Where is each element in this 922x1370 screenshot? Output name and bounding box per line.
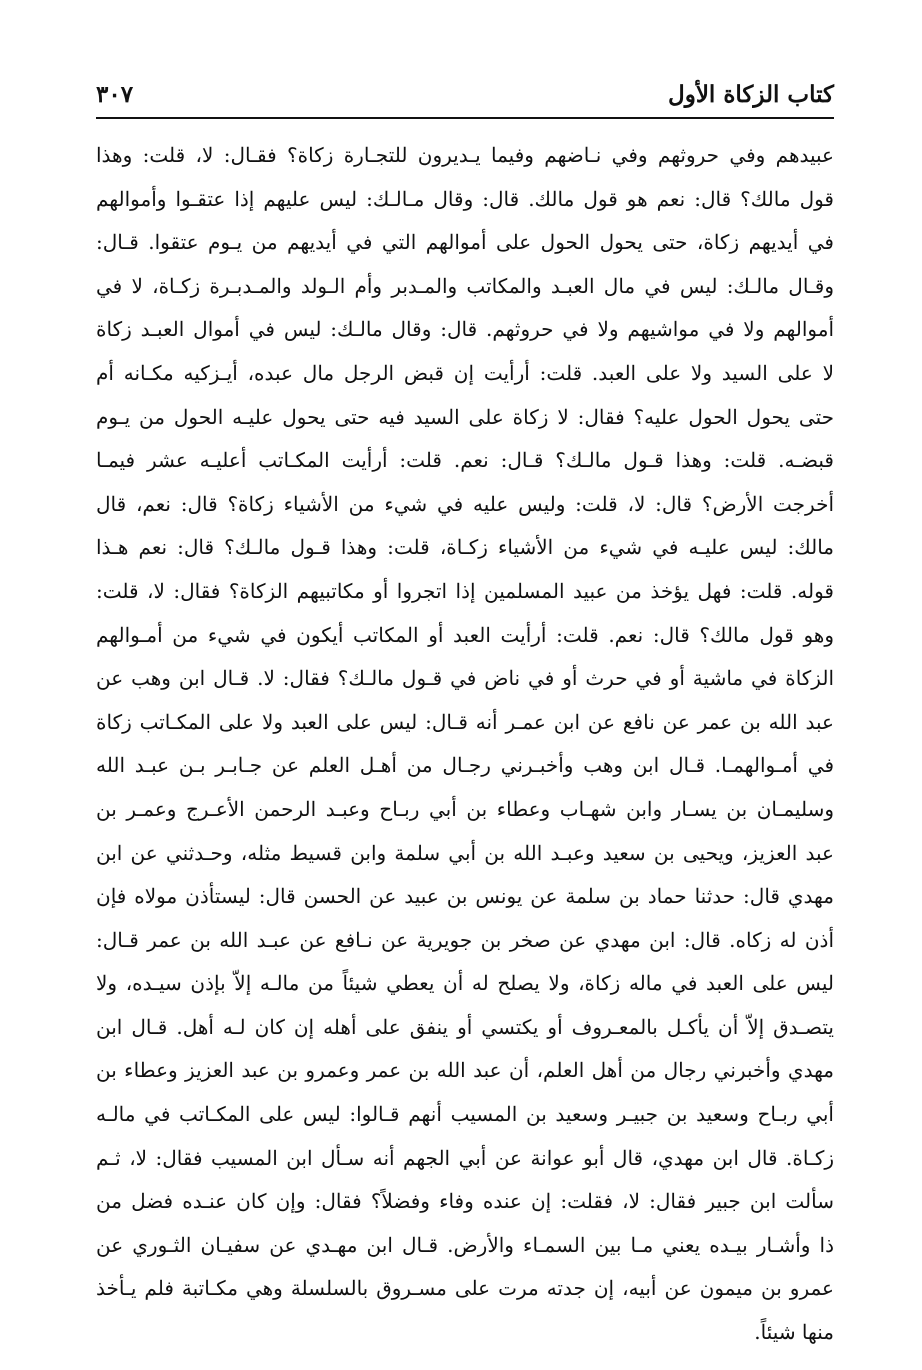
text-line: وسليمـان بن يسـار وابن شهـاب وعطاء بن أبي ربـاح وعبـد الرحمن الأعـرج وعمـر بن: [96, 796, 834, 821]
page-number: ٣٠٧: [96, 80, 134, 108]
text-line: يتصـدق إلاّ أن يأكـل بالمعـروف أو يكتسي أو ينفق على أهله إن كان لـه أهل. قـال ابن: [96, 1014, 834, 1039]
text-line: ليس على العبد في ماله زكاة، ولا يصلح له أن يعطي شيئاً من مالـه إلاّ بإذن سيـده، ولا: [96, 971, 834, 996]
text-line: وهو قول مالك؟ قال: نعم. قلت: أرأيت العبد أو المكاتب أيكون في شيء من أمـوالهم: [96, 622, 834, 647]
text-line: منها شيئاً.: [754, 1320, 834, 1345]
text-line: وقـال مالـك: ليس في مال العبـد والمكاتب والمـدبر وأم الـولد والمـدبـرة زكـاة، لا في: [96, 273, 834, 298]
text-line: حتى يحول الحول عليه؟ فقال: لا زكاة على السيد فيه حتى يحول عليـه الحول من يـوم: [96, 404, 834, 429]
text-line: الزكاة في ماشية أو في حرث أو في ناض في قـول مالـك؟ فقال: لا. قـال ابن وهب عن: [96, 666, 834, 691]
text-line: زكـاة. قال ابن مهدي، قال أبو عوانة عن أبي الجهم أنه سـأل ابن المسيب فقال: لا، ثـم: [96, 1145, 834, 1170]
text-line: أذن له زكاه. قال: ابن مهدي عن صخر بن جويرية عن نـافع عن عبـد الله بن عمر قـال:: [96, 927, 834, 952]
text-line: عمرو بن ميمون عن أبيه، إن جدته مرت على مسـروق بالسلسلة وهي مكـاتبة فلم يـأخذ: [96, 1276, 834, 1301]
text-line: قوله. قلت: فهل يؤخذ من عبيد المسلمين إذا اتجروا أو مكاتبيهم الزكاة؟ فقال: لا، قلت:: [96, 578, 834, 603]
text-line: في أمـوالهمـا. قـال ابن وهب وأخبـرني رجـال من أهـل العلم عن جـابـر بـن عبـد الله: [96, 753, 834, 778]
text-line: عبيدهم وفي حروثهم وفي نـاضهم وفيما يـديرون للتجـارة زكاة؟ فقـال: لا، قلت: وهذا: [96, 143, 834, 167]
book-title: كتاب الزكاة الأول: [668, 80, 834, 108]
main-text: [96, 134, 834, 1355]
text-line: لا على السيد ولا على العبد. قلت: أرأيت إن قبض الرجل مال عبده، أيـزكيه مكـانه أم: [96, 360, 834, 385]
text-line: أموالهم ولا في مواشيهم ولا في حروثهم. قال: وقال مالـك: ليس في أموال العبـد زكاة: [96, 317, 834, 342]
text-line: مهدي وأخبرني رجال من أهل العلم، أن عبد الله بن عمر وعمرو بن عبد العزيز وعطاء بن: [96, 1058, 834, 1083]
text-line: قبضـه. قلت: وهذا قـول مالـك؟ قـال: نعم. قلت: أرأيت المكـاتب أعليـه عشر فيمـا: [96, 448, 834, 473]
text-line: عبد الله بن عمر عن نافع عن ابن عمـر أنه قـال: ليس على العبد ولا على المكـاتب زكاة: [96, 709, 834, 734]
text-line: ذا وأشـار بيـده يعني مـا بين السمـاء والأرض. قـال ابن مهـدي عن سفيـان الثـوري عن: [96, 1232, 834, 1257]
text-line: أخرجت الأرض؟ قال: لا، قلت: وليس عليه في شيء من الأشياء زكاة؟ قال: نعم، قال: [96, 491, 834, 516]
text-line: في أيديهم زكاة، حتى يحول الحول على أموالهم التي في أيديهم من يـوم عتقوا. قـال:: [96, 230, 834, 255]
header-rule: [96, 117, 834, 119]
text-line: عبد العزيز، ويحيى بن سعيد وعبـد الله بن أبي سلمة وابن قسيط مثله، وحـدثني عن ابن: [96, 840, 834, 865]
text-line: مهدي قال: حدثنا حماد بن سلمة عن يونس بن عبيد عن الحسن قال: ليستأذن مولاه فإن: [96, 884, 834, 909]
text-line: أبي ربـاح وسعيد بن جبيـر وسعيد بن المسيب أنهم قـالوا: ليس على المكـاتب في مالـه: [96, 1102, 834, 1127]
text-line: مالك: ليس عليـه في شيء من الأشياء زكـاة، قلت: وهذا قـول مالـك؟ قال: نعم هـذا: [96, 535, 834, 560]
text-line: قول مالك؟ قال: نعم هو قول مالك. قال: وقال مـالـك: ليس عليهم إذا عتقـوا وأموالهم: [96, 186, 834, 211]
text-line: سألت ابن جبير فقال: لا، فقلت: إن عنده وفاء وفضلاً؟ فقال: وإن كان عنـده فضل من: [96, 1189, 834, 1214]
page-header: [96, 74, 834, 114]
